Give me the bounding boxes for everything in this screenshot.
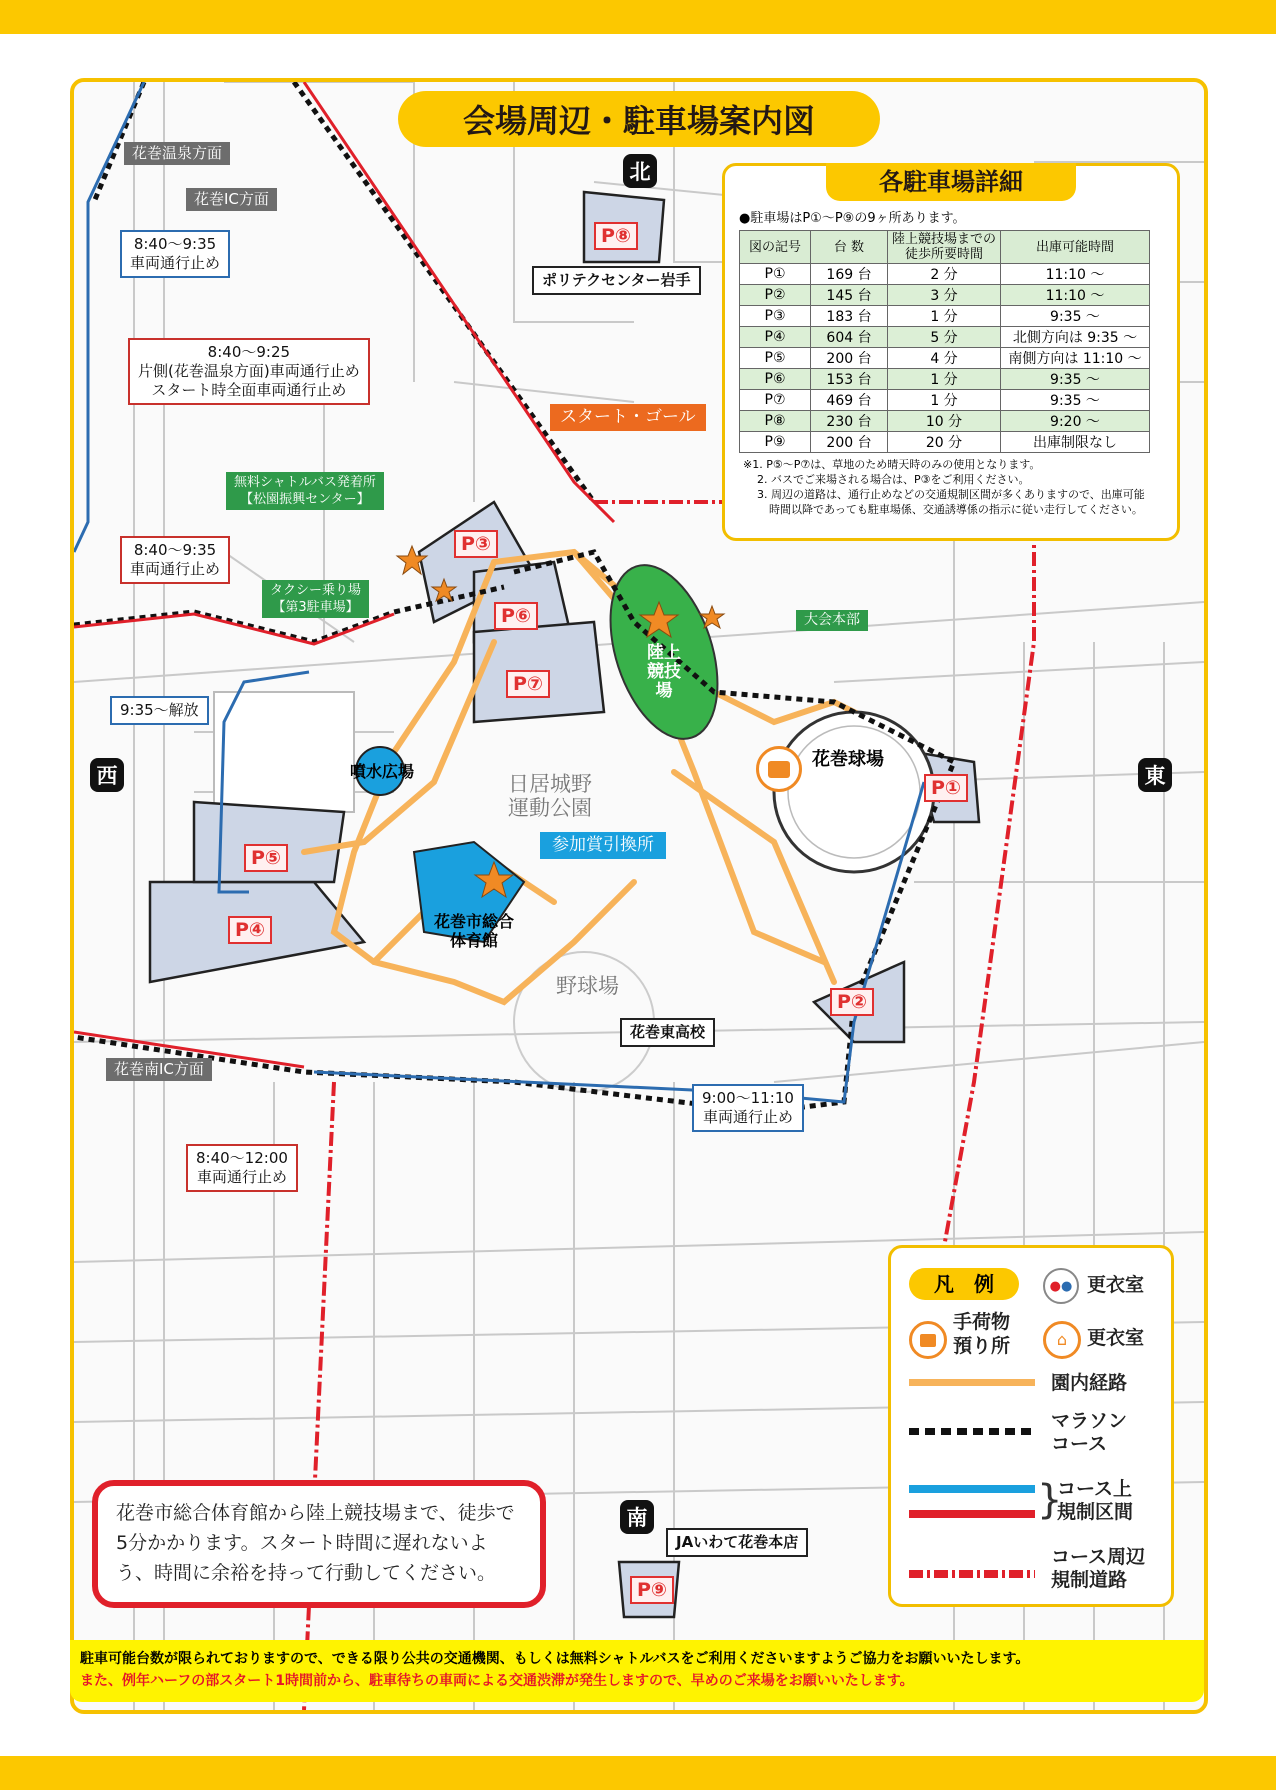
road-label-south-ic: 花巻南IC方面 xyxy=(106,1058,212,1081)
table-header xyxy=(740,231,1150,264)
restriction-box-2: 8:40〜9:25 片側(花巻温泉方面)車両通行止め スタート時全面車両通行止め xyxy=(128,338,370,405)
baseball-label: 野球場 xyxy=(556,974,619,998)
gym-label: 花巻市総合体育館 xyxy=(434,912,515,950)
restriction-box-6: 9:00〜11:10 車両通行止め xyxy=(692,1084,804,1132)
parking-table xyxy=(739,230,1150,453)
road-label-onsen: 花巻温泉方面 xyxy=(124,142,230,165)
col-walk: 陸上競技場までの徒歩所要時間 xyxy=(888,231,1001,264)
col-exit: 出庫可能時間 xyxy=(1001,231,1150,264)
table-row: P③ 183 台 1 分 9:35 〜 xyxy=(740,306,1150,327)
blue-swatch xyxy=(909,1485,1035,1493)
table-row: P① 169 台 2 分 11:10 〜 xyxy=(740,264,1150,285)
table-row: P⑥ 153 台 1 分 9:35 〜 xyxy=(740,369,1150,390)
legend-changing: 更衣室 xyxy=(1087,1274,1145,1296)
north-marker: 北 xyxy=(623,154,657,188)
parking-p9: P⑨ xyxy=(630,1576,674,1604)
parking-p4: P④ xyxy=(228,916,272,944)
restriction-box-4: 9:35〜解放 xyxy=(110,696,209,725)
prize-exchange-label: 参加賞引換所 xyxy=(540,832,666,859)
details-heading: 各駐車場詳細 xyxy=(826,163,1076,201)
parking-details-panel xyxy=(722,163,1180,541)
ballpark-label: 花巻球場 xyxy=(812,749,884,770)
start-goal-label: スタート・ゴール xyxy=(550,404,706,431)
west-marker: 西 xyxy=(90,758,124,792)
polytech-label: ポリテクセンター岩手 xyxy=(532,266,701,295)
baggage-legend-icon xyxy=(909,1321,947,1359)
parking-p7: P⑦ xyxy=(506,670,550,698)
changing-room-icon: ● ● xyxy=(1043,1268,1079,1304)
bottom-notice xyxy=(70,1640,1204,1702)
table-row: P④ 604 台 5 分 北側方向は 9:35 〜 xyxy=(740,327,1150,348)
legend-panel xyxy=(888,1245,1174,1607)
walking-time-notice: 花巻市総合体育館から陸上競技場まで、徒歩で5分かかります。スタート時間に遅れないよう、時間に余裕を持って行動してください。 xyxy=(92,1480,546,1608)
shuttle-stop-label: 無料シャトルバス発着所 【松園振興センター】 xyxy=(226,472,384,510)
restriction-box-5: 8:40〜12:00 車両通行止め xyxy=(186,1144,298,1192)
restriction-box-3: 8:40〜9:35 車両通行止め xyxy=(120,536,230,584)
top-band xyxy=(0,0,1276,34)
restriction-box-1: 8:40〜9:35 車両通行止め xyxy=(120,230,230,278)
parking-p3: P③ xyxy=(454,530,498,558)
table-row: P② 145 台 3 分 11:10 〜 xyxy=(740,285,1150,306)
legend-changing-2: 更衣室 xyxy=(1087,1327,1145,1349)
notice-line-1: 駐車可能台数が限られておりますので、できる限り公共の交通機関、もしくは無料シャトルバスをご利用くださいますようご協力をお願いいたします。 xyxy=(80,1651,1030,1667)
legend-course-restrict: コース上規制区間 xyxy=(1057,1478,1134,1523)
brace: } xyxy=(1037,1477,1063,1523)
hanger-icon: ⌂ xyxy=(1043,1321,1081,1359)
legend-marathon: マラソンコース xyxy=(1051,1410,1128,1455)
baggage-icon xyxy=(756,746,802,792)
taxi-stand-label: タクシー乗り場 【第3駐車場】 xyxy=(262,580,369,618)
legend-heading: 凡 例 xyxy=(909,1268,1019,1300)
bottom-band xyxy=(0,1756,1276,1790)
parking-p6: P⑥ xyxy=(494,602,538,630)
col-symbol: 図の記号 xyxy=(740,231,811,264)
parking-p8: P⑧ xyxy=(594,222,638,250)
park-label: 日居城野運動公園 xyxy=(508,772,592,820)
table-row: P⑤ 200 台 4 分 南側方向は 11:10 〜 xyxy=(740,348,1150,369)
table-row: P⑧ 230 台 10 分 9:20 〜 xyxy=(740,411,1150,432)
legend-around-restrict: コース周辺規制道路 xyxy=(1051,1546,1146,1591)
east-marker: 東 xyxy=(1138,758,1172,792)
parking-p5: P⑤ xyxy=(244,844,288,872)
page-title: 会場周辺・駐車場案内図 xyxy=(398,91,880,147)
higashi-hs-label: 花巻東高校 xyxy=(620,1018,715,1047)
road-label-ic: 花巻IC方面 xyxy=(186,188,277,211)
marathon-swatch xyxy=(909,1428,1035,1435)
table-row: P⑦ 469 台 1 分 9:35 〜 xyxy=(740,390,1150,411)
fountain-label: 噴水広場 xyxy=(350,762,415,781)
table-row: P⑨ 200 台 20 分 出庫制限なし xyxy=(740,432,1150,453)
details-summary: ●駐車場はP①〜P⑨の9ヶ所あります。 xyxy=(739,211,966,226)
red-swatch xyxy=(909,1510,1035,1518)
notice-line-2: また、例年ハーフの部スタート1時間前から、駐車待ちの車両による交通渋滞が発生しますので、早めのご来場をお願いいたします。 xyxy=(80,1673,914,1689)
stadium-label: 陸上競技場 xyxy=(647,643,681,701)
legend-baggage: 手荷物預り所 xyxy=(953,1311,1011,1357)
hq-label: 大会本部 xyxy=(796,610,868,631)
parking-p2: P② xyxy=(830,988,874,1016)
park-route-swatch xyxy=(909,1379,1035,1386)
ja-label: JAいわて花巻本店 xyxy=(666,1528,808,1557)
legend-park-route: 園内経路 xyxy=(1051,1372,1128,1394)
south-marker: 南 xyxy=(620,1500,654,1534)
col-count: 台 数 xyxy=(811,231,888,264)
surround-swatch xyxy=(909,1570,1035,1578)
details-notes: ※1. P⑤〜P⑦は、草地のため晴天時のみの使用となります。 2. バスでご来場される場合は、P③をご利用ください。 3. 周辺の道路は、通行止めなどの交通規制区間が多くありますので、出庫可能 時間以降であっても駐車場係、交通誘導係の指示に従い走行してください。 xyxy=(743,458,1145,516)
parking-p1: P① xyxy=(924,774,968,802)
